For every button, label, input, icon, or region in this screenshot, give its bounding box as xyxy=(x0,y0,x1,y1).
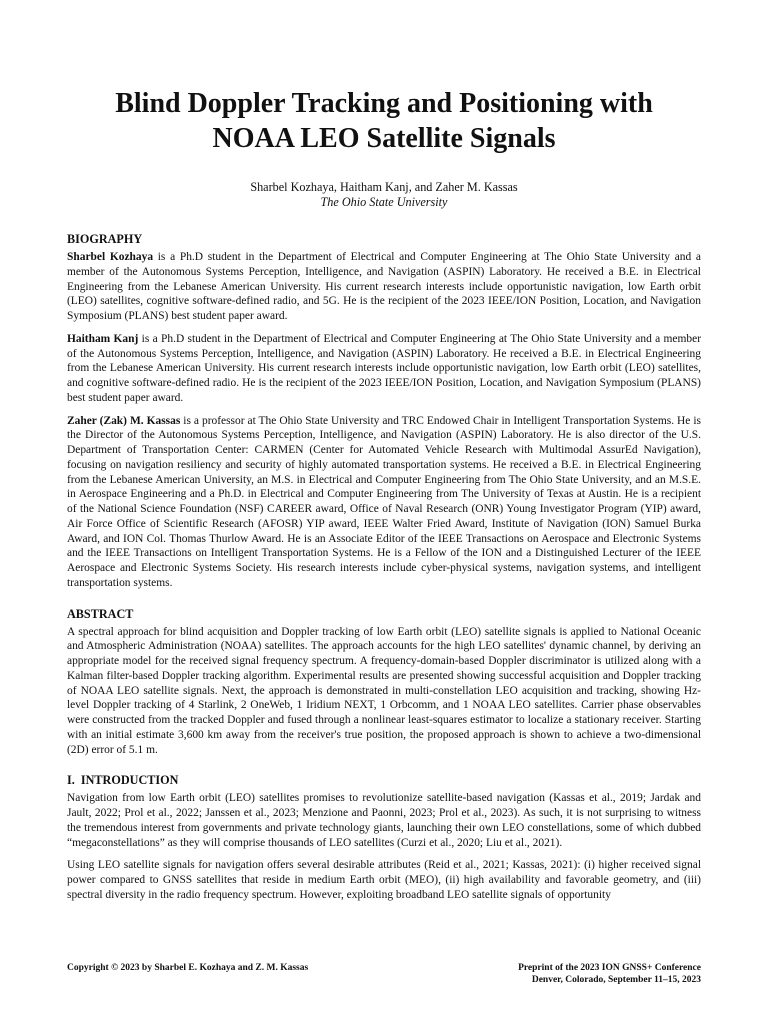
bio-name: Sharbel Kozhaya xyxy=(67,251,154,263)
bio-kanj xyxy=(67,332,701,406)
intro-paragraph-1: Navigation from low Earth orbit (LEO) satellites promises to revolutionize satellite-based navigation (Kassas et al., 2019; Jardak and Jault, 2022; Prol et al., 2022; Janssen et al., 2023; Menzione and Paonni, 2023; Prol et al., 2023). As such, it is not surprising to witness the tremendous interest from governments and private technology giants, launching their own LEO constellations, some of which dubbed “megaconstellations” as they will comprise thousands of LEO satellites (Curzi et al., 2020; Liu et al., 2021). xyxy=(67,792,701,849)
footer-copyright: Copyright © 2023 by Sharbel E. Kozhaya and Z. M. Kassas xyxy=(67,963,309,973)
bio-kozhaya xyxy=(67,250,701,324)
footer-location: Denver, Colorado, September 11–15, 2023 xyxy=(531,975,701,985)
abstract-text: A spectral approach for blind acquisition and Doppler tracking of low Earth orbit (LEO) satellite signals is applied to National Oceanic and Atmospheric Administration (NOAA) satellites. The approach accounts for the high LEO satellites' dynamic channel, by deriving an appropriate model for the received signal frequency spectrum. A frequency-domain-based Doppler discriminator is utilized along with a Kalman filter-based Doppler tracking algorithm. Experimental results are presented showing successful acquisition and Doppler tracking of NOAA LEO satellite signals. Next, the approach is demonstrated in multi-constellation LEO acquisition and tracking, showing Hz-level Doppler tracking of 4 Starlink, 2 OneWeb, 1 Iridium NEXT, 1 Orbcomm, and 1 NOAA LEO satellites. Carrier phase observables were constructed from the tracked Doppler and fused through a nonlinear least-squares estimator to localize a stationary receiver. Starting with an initial estimate 3,600 km away from the receiver's true position, the proposed approach is shown to achieve a two-dimensional (2D) error of 5.1 m. xyxy=(67,625,701,756)
body-text xyxy=(67,232,701,903)
author-list: Sharbel Kozhaya, Haitham Kanj, and Zaher M. Kassas xyxy=(250,180,518,194)
bio-kassas xyxy=(67,414,701,591)
introduction-heading: I. INTRODUCTION xyxy=(67,773,179,788)
footer-preprint: Preprint of the 2023 ION GNSS+ Conference xyxy=(518,963,701,973)
paper-title xyxy=(60,86,708,156)
biography-heading: BIOGRAPHY xyxy=(67,232,143,246)
bio-name: Zaher (Zak) M. Kassas xyxy=(67,414,181,427)
bio-name: Haitham Kanj xyxy=(67,332,139,345)
bio-text: is a Ph.D student in the Department of Electrical and Computer Engineering at The Ohio State University and a member of the Autonomous Systems Perception, Intelligence, and Navigation (ASPIN) Laboratory. He received a B.E. in Electrical Engineering from the Lebanese American University. His current research interests include opportunistic navigation, low Earth orbit (LEO) satellites, and cognitive software-defined radio. He is the recipient of the 2023 IEEE/ION Position, Location, and Navigation Symposium (PLANS) best student paper award. xyxy=(67,332,702,404)
intro-paragraph-2: Using LEO satellite signals for navigation offers several desirable attributes (Reid et al., 2021; Kassas, 2021): (i) higher received signal power compared to GNSS satellites that reside in medium Earth orbit (MEO), (ii) high availability and favorable geometry, and (iii) spectral diversity in the radio frequency spectrum. However, exploiting broadband LEO satellite signals of opportunity xyxy=(67,859,701,901)
title-line-2: NOAA LEO Satellite Signals xyxy=(212,123,556,154)
footer-conference xyxy=(518,962,701,986)
affiliation: The Ohio State University xyxy=(320,195,448,209)
bio-text: is a professor at The Ohio State University and TRC Endowed Chair in Intelligent Transportation Systems. He is the Director of the Autonomous Systems Perception, Intelligence, and Navigation (ASPIN) Laboratory. He is also director of the U.S. Department of Transportation Center: CARMEN (Center for Automated Vehicle Research with Multimodal AssurEd Navigation), focusing on navigation resiliency and security of highly automated transportation systems. He received a B.E. in Electrical Engineering from the Lebanese American University, an M.S. in Electrical and Computer Engineering from The Ohio State University, and an M.S.E. in Aerospace Engineering and a Ph.D. in Electrical and Computer Engineering from The University of Texas at Austin. He is a recipient of the National Science Foundation (NSF) CAREER award, Office of Naval Research (ONR) Young Investigator Program (YIP) award, Air Force Office of Scientific Research (AFOSR) YIP award, IEEE Walter Fried Award, Institute of Navigation (ION) Samuel Burka Award, and ION Col. Thomas Thurlow Award. He is an Associate Editor of the IEEE Transactions on Aerospace and Electronic Systems and the IEEE Transactions on Intelligent Transportation Systems. He is a Fellow of the ION and a Distinguished Lecturer of the IEEE Aerospace and Electronic Systems Society. His research interests include cyber-physical systems, navigation systems, and intelligent transportation systems. xyxy=(67,414,701,589)
abstract-heading: ABSTRACT xyxy=(67,606,134,621)
bio-text: is a Ph.D student in the Department of Electrical and Computer Engineering at The Ohio State University and a member of the Autonomous Systems Perception, Intelligence, and Navigation (ASPIN) Laboratory. He received a B.E. in Electrical Engineering from the Lebanese American University. His current research interests include opportunistic navigation, low Earth orbit (LEO) satellites, cognitive software-defined radio, and 5G. He is the recipient of the 2023 IEEE/ION Position, Location, and Navigation Symposium (PLANS) best student paper award. xyxy=(67,251,702,322)
title-line-1: Blind Doppler Tracking and Positioning with xyxy=(115,88,653,119)
